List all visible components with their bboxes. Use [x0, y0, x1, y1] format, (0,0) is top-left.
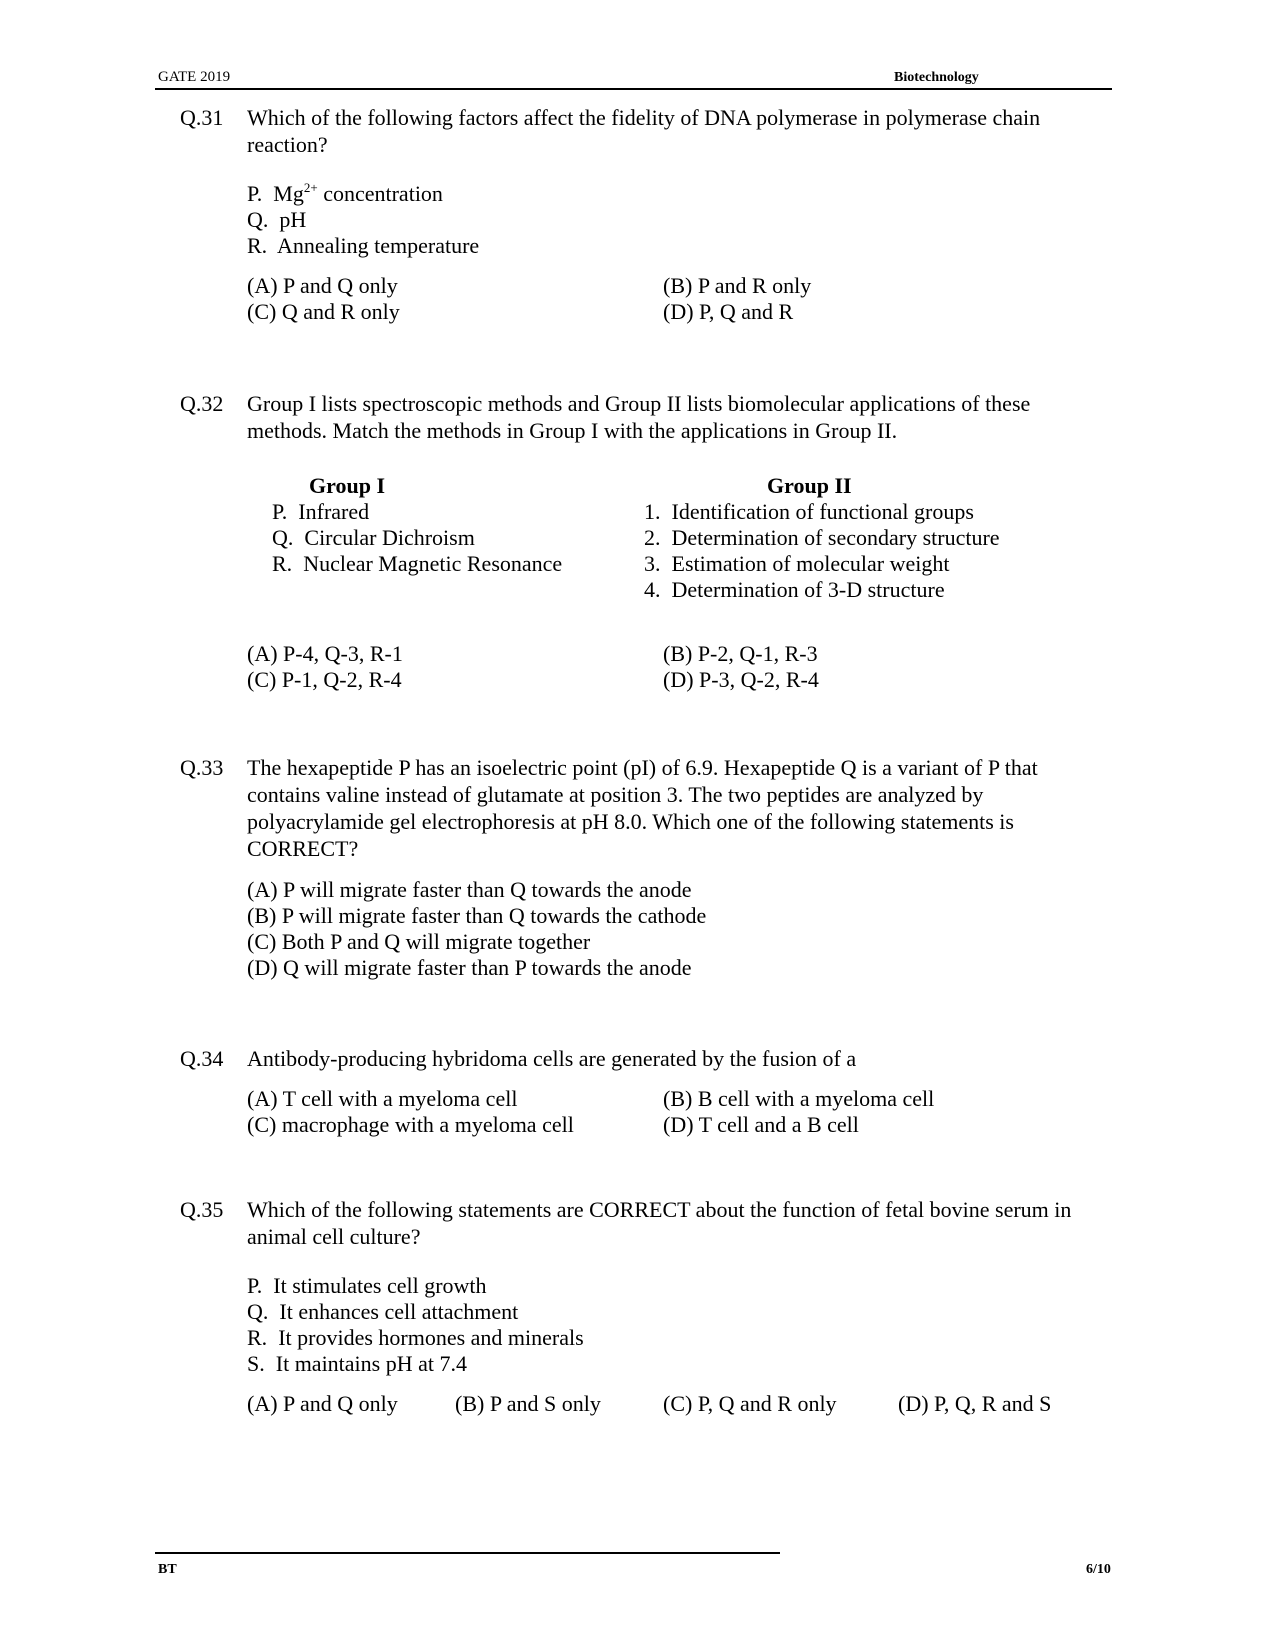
footer-code: BT	[158, 1562, 177, 1577]
item-label: Q.	[272, 525, 294, 550]
option-b[interactable]: (B) P will migrate faster than Q towards the cathode	[247, 903, 707, 928]
list-item	[247, 1350, 467, 1377]
option-d[interactable]: (D) Q will migrate faster than P towards the anode	[247, 955, 692, 980]
item-text: Determination of 3-D structure	[671, 577, 945, 602]
group-1-item	[272, 524, 475, 551]
item-label: 1.	[644, 499, 661, 524]
header-exam: GATE 2019	[158, 69, 231, 85]
item-label: R.	[247, 1325, 268, 1350]
option-d[interactable]: (D) P, Q, R and S	[898, 1391, 1052, 1416]
group-1-item	[272, 498, 369, 525]
option-b[interactable]: (B) P-2, Q-1, R-3	[663, 641, 818, 666]
option-c[interactable]: (C) Both P and Q will migrate together	[247, 929, 591, 954]
list-item	[247, 206, 306, 233]
question-text: The hexapeptide P has an isoelectric point (pI) of 6.9. Hexapeptide Q is a variant of P that contains valine instead of glutamate at position 3. The two peptides are analyzed by polyacrylamide gel electrophoresis at pH 8.0. Which one of the following statements is CORRECT?	[247, 755, 1038, 861]
item-text: Infrared	[298, 499, 370, 524]
list-item	[247, 1298, 518, 1325]
list-item	[247, 1272, 487, 1299]
item-label: R.	[272, 551, 293, 576]
option-a[interactable]: (A) T cell with a myeloma cell	[247, 1086, 518, 1111]
item-text-post: concentration	[317, 181, 443, 206]
item-text-pre: Mg	[273, 181, 304, 206]
group-2-item	[644, 524, 1000, 551]
item-label: Q.	[247, 1299, 269, 1324]
item-label: 2.	[644, 525, 661, 550]
question-text: Which of the following factors affect the fidelity of DNA polymerase in polymerase chain reaction?	[247, 105, 1041, 157]
list-item	[247, 232, 479, 259]
item-label: 4.	[644, 577, 661, 602]
group-2-item	[644, 498, 974, 525]
item-label: P.	[247, 181, 263, 206]
item-label: P.	[272, 499, 288, 524]
question-text: Group I lists spectroscopic methods and Group II lists biomolecular applications of these methods. Match the methods in Group I with the applications in Group II.	[247, 391, 1031, 443]
option-c[interactable]: (C) macrophage with a myeloma cell	[247, 1112, 574, 1137]
option-a[interactable]: (A) P-4, Q-3, R-1	[247, 641, 403, 666]
option-d[interactable]: (D) P-3, Q-2, R-4	[663, 667, 819, 692]
question-number: Q.34	[180, 1046, 224, 1071]
item-text: It stimulates cell growth	[273, 1273, 487, 1298]
group-2-item	[644, 576, 945, 603]
item-label: 3.	[644, 551, 661, 576]
item-text: Determination of secondary structure	[671, 525, 1000, 550]
option-b[interactable]: (B) P and R only	[663, 273, 812, 298]
item-text: It provides hormones and minerals	[278, 1325, 584, 1350]
option-a[interactable]: (A) P will migrate faster than Q towards the anode	[247, 877, 692, 902]
option-b[interactable]: (B) P and S only	[455, 1391, 601, 1416]
option-b[interactable]: (B) B cell with a myeloma cell	[663, 1086, 935, 1111]
item-label: P.	[247, 1273, 263, 1298]
question-text: Antibody-producing hybridoma cells are generated by the fusion of a	[247, 1046, 857, 1071]
item-text: Circular Dichroism	[304, 525, 475, 550]
option-c[interactable]: (C) Q and R only	[247, 299, 400, 324]
header-subject: Biotechnology	[894, 70, 979, 85]
item-text: Identification of functional groups	[671, 499, 974, 524]
item-text: Annealing temperature	[276, 233, 480, 258]
option-c[interactable]: (C) P-1, Q-2, R-4	[247, 667, 402, 692]
item-label: R.	[247, 233, 268, 258]
option-d[interactable]: (D) P, Q and R	[663, 299, 794, 324]
item-label: S.	[247, 1351, 265, 1376]
question-number: Q.35	[180, 1197, 224, 1222]
option-a[interactable]: (A) P and Q only	[247, 273, 398, 298]
option-c[interactable]: (C) P, Q and R only	[663, 1391, 837, 1416]
item-text: It maintains pH at 7.4	[275, 1351, 467, 1376]
group-2-item	[644, 550, 950, 577]
question-number: Q.33	[180, 755, 224, 780]
item-text: Nuclear Magnetic Resonance	[303, 551, 563, 576]
item-label: Q.	[247, 207, 269, 232]
question-number: Q.31	[180, 105, 224, 130]
group-1-item	[272, 550, 562, 577]
item-text: It enhances cell attachment	[279, 1299, 519, 1324]
group-1-title: Group I	[309, 473, 386, 498]
header-divider	[155, 88, 1112, 90]
footer-divider	[155, 1552, 780, 1554]
option-a[interactable]: (A) P and Q only	[247, 1391, 398, 1416]
question-text: Which of the following statements are CORRECT about the function of fetal bovine serum in animal cell culture?	[247, 1197, 1072, 1249]
page-number: 6/10	[1086, 1562, 1111, 1577]
question-number: Q.32	[180, 391, 224, 416]
item-text: pH	[279, 207, 307, 232]
list-item	[247, 180, 443, 207]
group-2-title: Group II	[767, 473, 852, 498]
item-text: Estimation of molecular weight	[671, 551, 950, 576]
item-superscript: 2+	[303, 180, 318, 195]
list-item	[247, 1324, 584, 1351]
option-d[interactable]: (D) T cell and a B cell	[663, 1112, 859, 1137]
